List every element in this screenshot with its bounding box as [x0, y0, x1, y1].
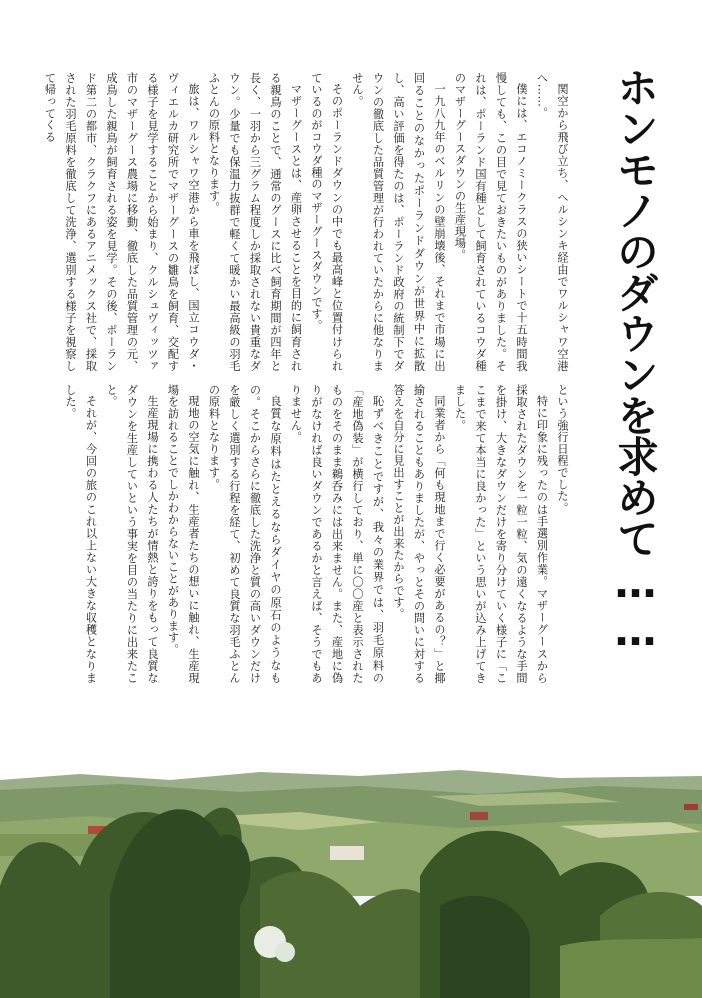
paragraph: そのポーランドダウンの中でも最高峰と位置付けられているのがコウダ種のマザーグースダウンです。 — [310, 72, 344, 372]
paragraph: 一九八九年のベルリンの壁崩壊後、それまで市場に出回ることのなかったポーランドダウンが世界中に拡散し、高い評価を得たのは、ポーランド政府の統制下でダウンの徹底した品質管理が行われていたからに他なりません。 — [351, 72, 446, 372]
paragraph: 旅は、ワルシャワ空港から車を飛ばし、国立コウダ・ヴィエルカ研究所でマザーグースの雛鳥を飼育、交配する様子を見学することから始まり、クルシュヴィッツァ市のマザーグース農場に移動、徹底した品質管理の元、成鳥した親鳥が飼育される姿を見学。その後、ポーランド第二の都市、クラクフにあるアニメックス社で、採取された羽毛原料を徹底して洗浄、選別する様子を視察して帰ってくる — [43, 72, 200, 372]
body-text-lower — [64, 384, 572, 684]
paragraph: 僕には、エコノミークラスの狭いシートで十五時間我慢しても、この目で見ておきたいものがありました。それは、ポーランド国有種として飼育されているコウダ種のマザーグースダウンの生産現場。 — [453, 72, 528, 372]
paragraph: それが、今回の旅のこれ以上ない大きな収穫となりました。 — [64, 384, 98, 684]
paragraph: 同業者から「何も現地まで行く必要があるの？」と揶揄されることもありましたが、やっとその問いに対する答えを自分に見出すことが出来たからです。 — [392, 384, 446, 684]
paragraph: 特に印象に残ったのは手選別作業。マザーグースから採取されたダウンを一粒一粒、気の遠くなるような手間を掛け、大きなダウンだけを寄り分けていく様子に「ここまで来て本当に良かった」という思いが込み上げてきました。 — [453, 384, 549, 684]
paragraph: 恥ずべきことですが、我々の業界では、羽毛原料の「産地偽装」が横行しており、単に〇〇産と表示されたものをそのまま鵜呑みには出来ません。また、産地に偽りがなければ良いダウンであるかと言えば、そうでもありません。 — [289, 384, 385, 684]
paragraph: 良質な原料はたとえるならダイヤの原石のようなもの。そこからさらに徹底した洗浄と質の高いダウンだけを厳しく選別する行程を経て、初めて良質な羽毛ふとんの原料となります。 — [207, 384, 282, 684]
paragraph: 生産現場に携わる人たちが情熱と誇りをもって良質なダウンを生産していという事実を目の当たりに出来たこと。 — [105, 384, 159, 684]
paragraph: 関空から飛び立ち、ヘルシンキ経由でワルシャワ空港へ……。 — [535, 72, 569, 372]
paragraph: マザーグースとは、産卵させることを目的に飼育される親鳥のことで、通常のグースに比べ飼育期間が四年と長く、一羽から三グラム程度しか採取されない貴重なダウン。少量でも保温力抜群で軽くて暖かい最高級の羽毛ふとんの原料となります。 — [207, 72, 303, 372]
countryside-landscape-photo — [0, 766, 702, 998]
paragraph: 現地の空気に触れ、生産者たちの想いに触れ、生産現場を訪れることでしかわからないことがあります。 — [166, 384, 200, 684]
page-title: ホンモノのダウンを求めて…… — [611, 66, 660, 654]
paragraph: という強行日程でした。 — [556, 384, 569, 514]
body-text-upper — [43, 72, 572, 372]
